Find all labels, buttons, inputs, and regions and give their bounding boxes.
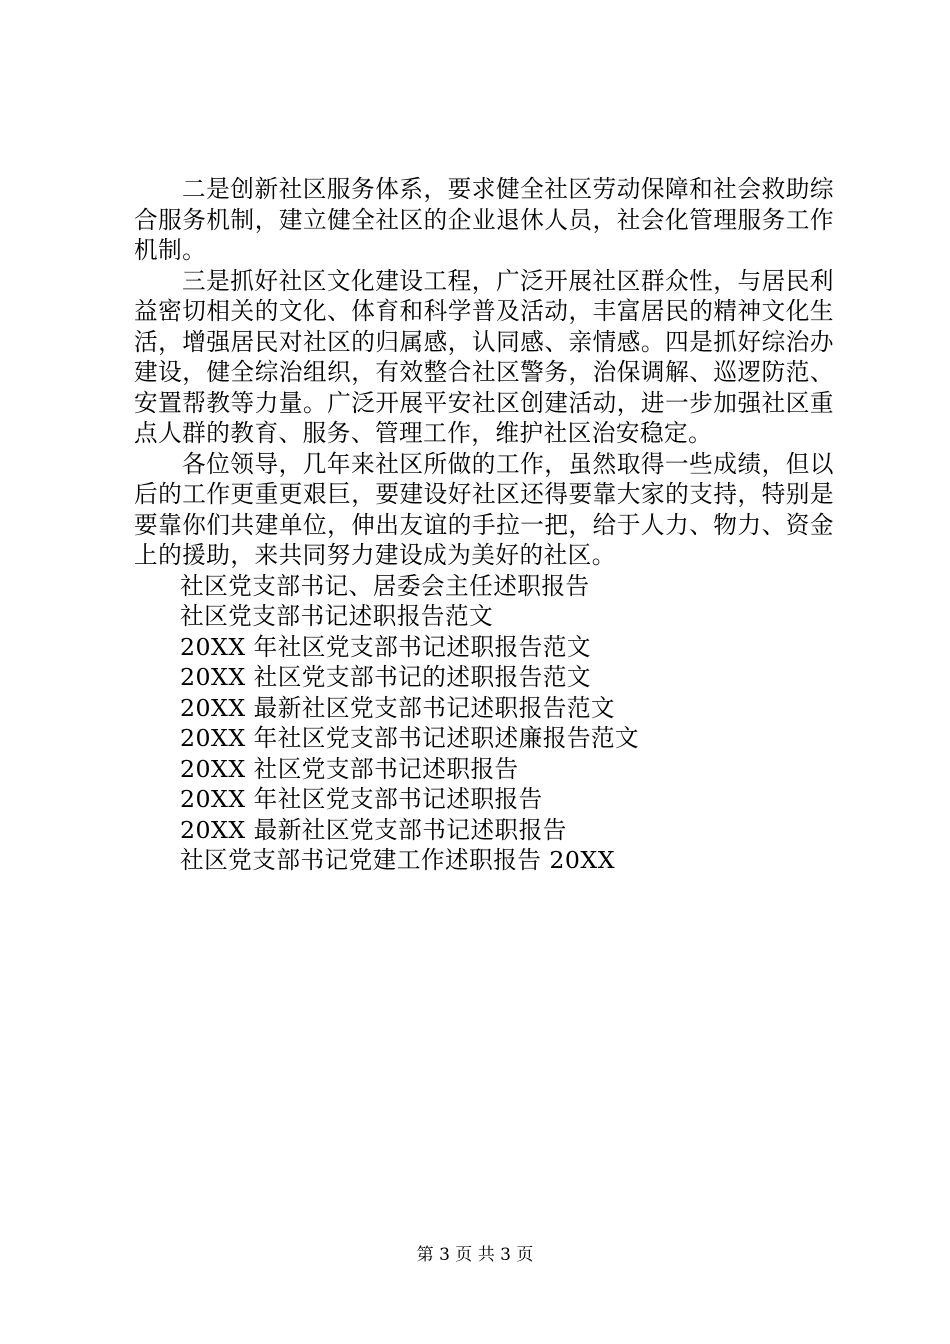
related-title-item: 20XX 年社区党支部书记述职报告 <box>180 785 543 813</box>
related-title-item: 20XX 年社区党支部书记述职报告范文 <box>180 632 591 661</box>
related-title-item: 20XX 社区党支部书记的述职报告范文 <box>180 663 591 691</box>
related-title-item: 20XX 最新社区党支部书记述职报告 <box>180 815 567 844</box>
related-title-item: 社区党支部书记述职报告范文 <box>180 602 494 630</box>
related-title-item: 社区党支部书记、居委会主任述职报告 <box>180 571 590 600</box>
related-title-item: 20XX 社区党支部书记述职报告 <box>180 754 519 783</box>
related-title-item: 20XX 最新社区党支部书记述职报告范文 <box>180 693 616 722</box>
related-titles-list <box>134 571 834 876</box>
paragraph-service-system: 二是创新社区服务体系，要求健全社区劳动保障和社会救助综合服务机制，建立健全社区的企业退休人员，社会化管理服务工作机制。 <box>134 175 834 264</box>
document-body <box>134 174 834 876</box>
page-footer: 第 3 页 共 3 页 <box>416 1245 534 1265</box>
related-title-item: 社区党支部书记党建工作述职报告 20XX <box>180 846 616 874</box>
paragraph-closing-appeal: 各位领导，几年来社区所做的工作，虽然取得一些成绩，但以后的工作更重更艰巨，要建设好社区还得要靠大家的支持，特别是要靠你们共建单位，伸出友谊的手拉一把，给于人力、物力、资金上的援助，来共同努力建设成为美好的社区。 <box>134 449 834 569</box>
related-title-item: 20XX 年社区党支部书记述职述廉报告范文 <box>180 724 640 752</box>
paragraph-culture-security: 三是抓好社区文化建设工程，广泛开展社区群众性，与居民利益密切相关的文化、体育和科学普及活动，丰富居民的精神文化生活，增强居民对社区的归属感，认同感、亲情感。四是抓好综治办建设，健全综治组织，有效整合社区警务，治保调解、巡逻防范、安置帮教等力量。广泛开展平安社区创建活动，进一步加强社区重点人群的教育、服务、管理工作，维护社区治安稳定。 <box>134 266 834 447</box>
